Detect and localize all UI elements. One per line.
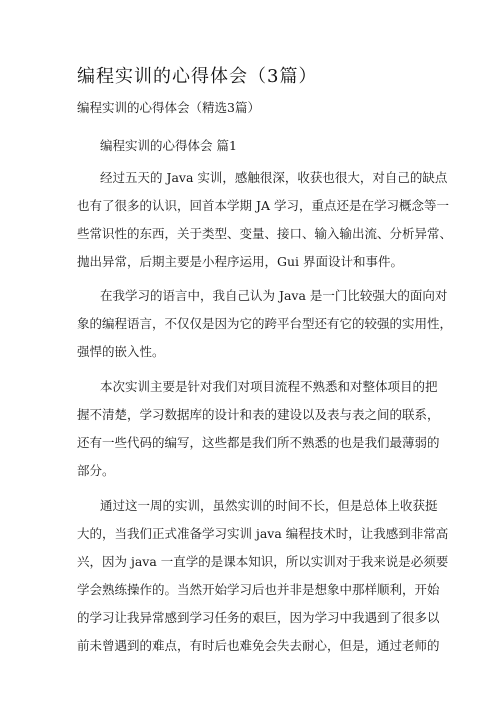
paragraph-line: 握不清楚，学习数据库的设计和表的建设以及表与表之间的联系，	[77, 407, 440, 422]
paragraph-line: 在我学习的语言中，我自己认为 Java 是一门比较强大的面向对	[100, 288, 448, 303]
paragraph-line: 前未曾遇到的难点，有时后也难免会失去耐心，但是，通过老师的	[77, 638, 440, 653]
paragraph-line: 也有了很多的认识，回首本学期 JA 学习，重点还是在学习概念等一	[77, 198, 449, 213]
paragraph-line: 通过这一周的实训，虽然实训的时间不长，但是总体上收获挺	[100, 498, 438, 513]
paragraph-line: 象的编程语言，不仅仅是因为它的跨平台型还有它的较强的实用性，	[77, 316, 453, 331]
document-title: 编程实训的心得体会（3篇）	[77, 66, 318, 87]
paragraph-line: 本次实训主要是针对我们对项目流程不熟悉和对整体项目的把	[100, 379, 438, 394]
section-heading: 编程实训的心得体会 篇1	[100, 138, 237, 153]
paragraph-line: 兴，因为 java 一直学的是课本知识，所以实训对于我来说是必须要	[77, 554, 449, 569]
paragraph-line: 部分。	[77, 463, 115, 478]
paragraph-line: 的学习让我异常感到学习任务的艰巨，因为学习中我遇到了很多以	[77, 610, 440, 625]
paragraph-line: 强悍的嵌入性。	[77, 344, 165, 359]
paragraph-line: 学会熟练操作的。当然开始学习后也并非是想象中那样顺利，开始	[77, 582, 440, 597]
document-subtitle: 编程实训的心得体会（精选3篇）	[77, 100, 260, 115]
paragraph-line: 些常识性的东西，关于类型、变量、接口、输入输出流、分析异常、	[77, 226, 453, 241]
paragraph-line: 大的，当我们正式准备学习实训 java 编程技术时，让我感到非常高	[77, 526, 449, 541]
paragraph-line: 还有一些代码的编写，这些都是我们所不熟悉的也是我们最薄弱的	[77, 435, 440, 450]
paragraph-line: 抛出异常，后期主要是小程序运用，Gui 界面设计和事件。	[77, 254, 404, 269]
paragraph-line: 经过五天的 Java 实训，感触很深，收获也很大，对自己的缺点	[100, 170, 448, 185]
